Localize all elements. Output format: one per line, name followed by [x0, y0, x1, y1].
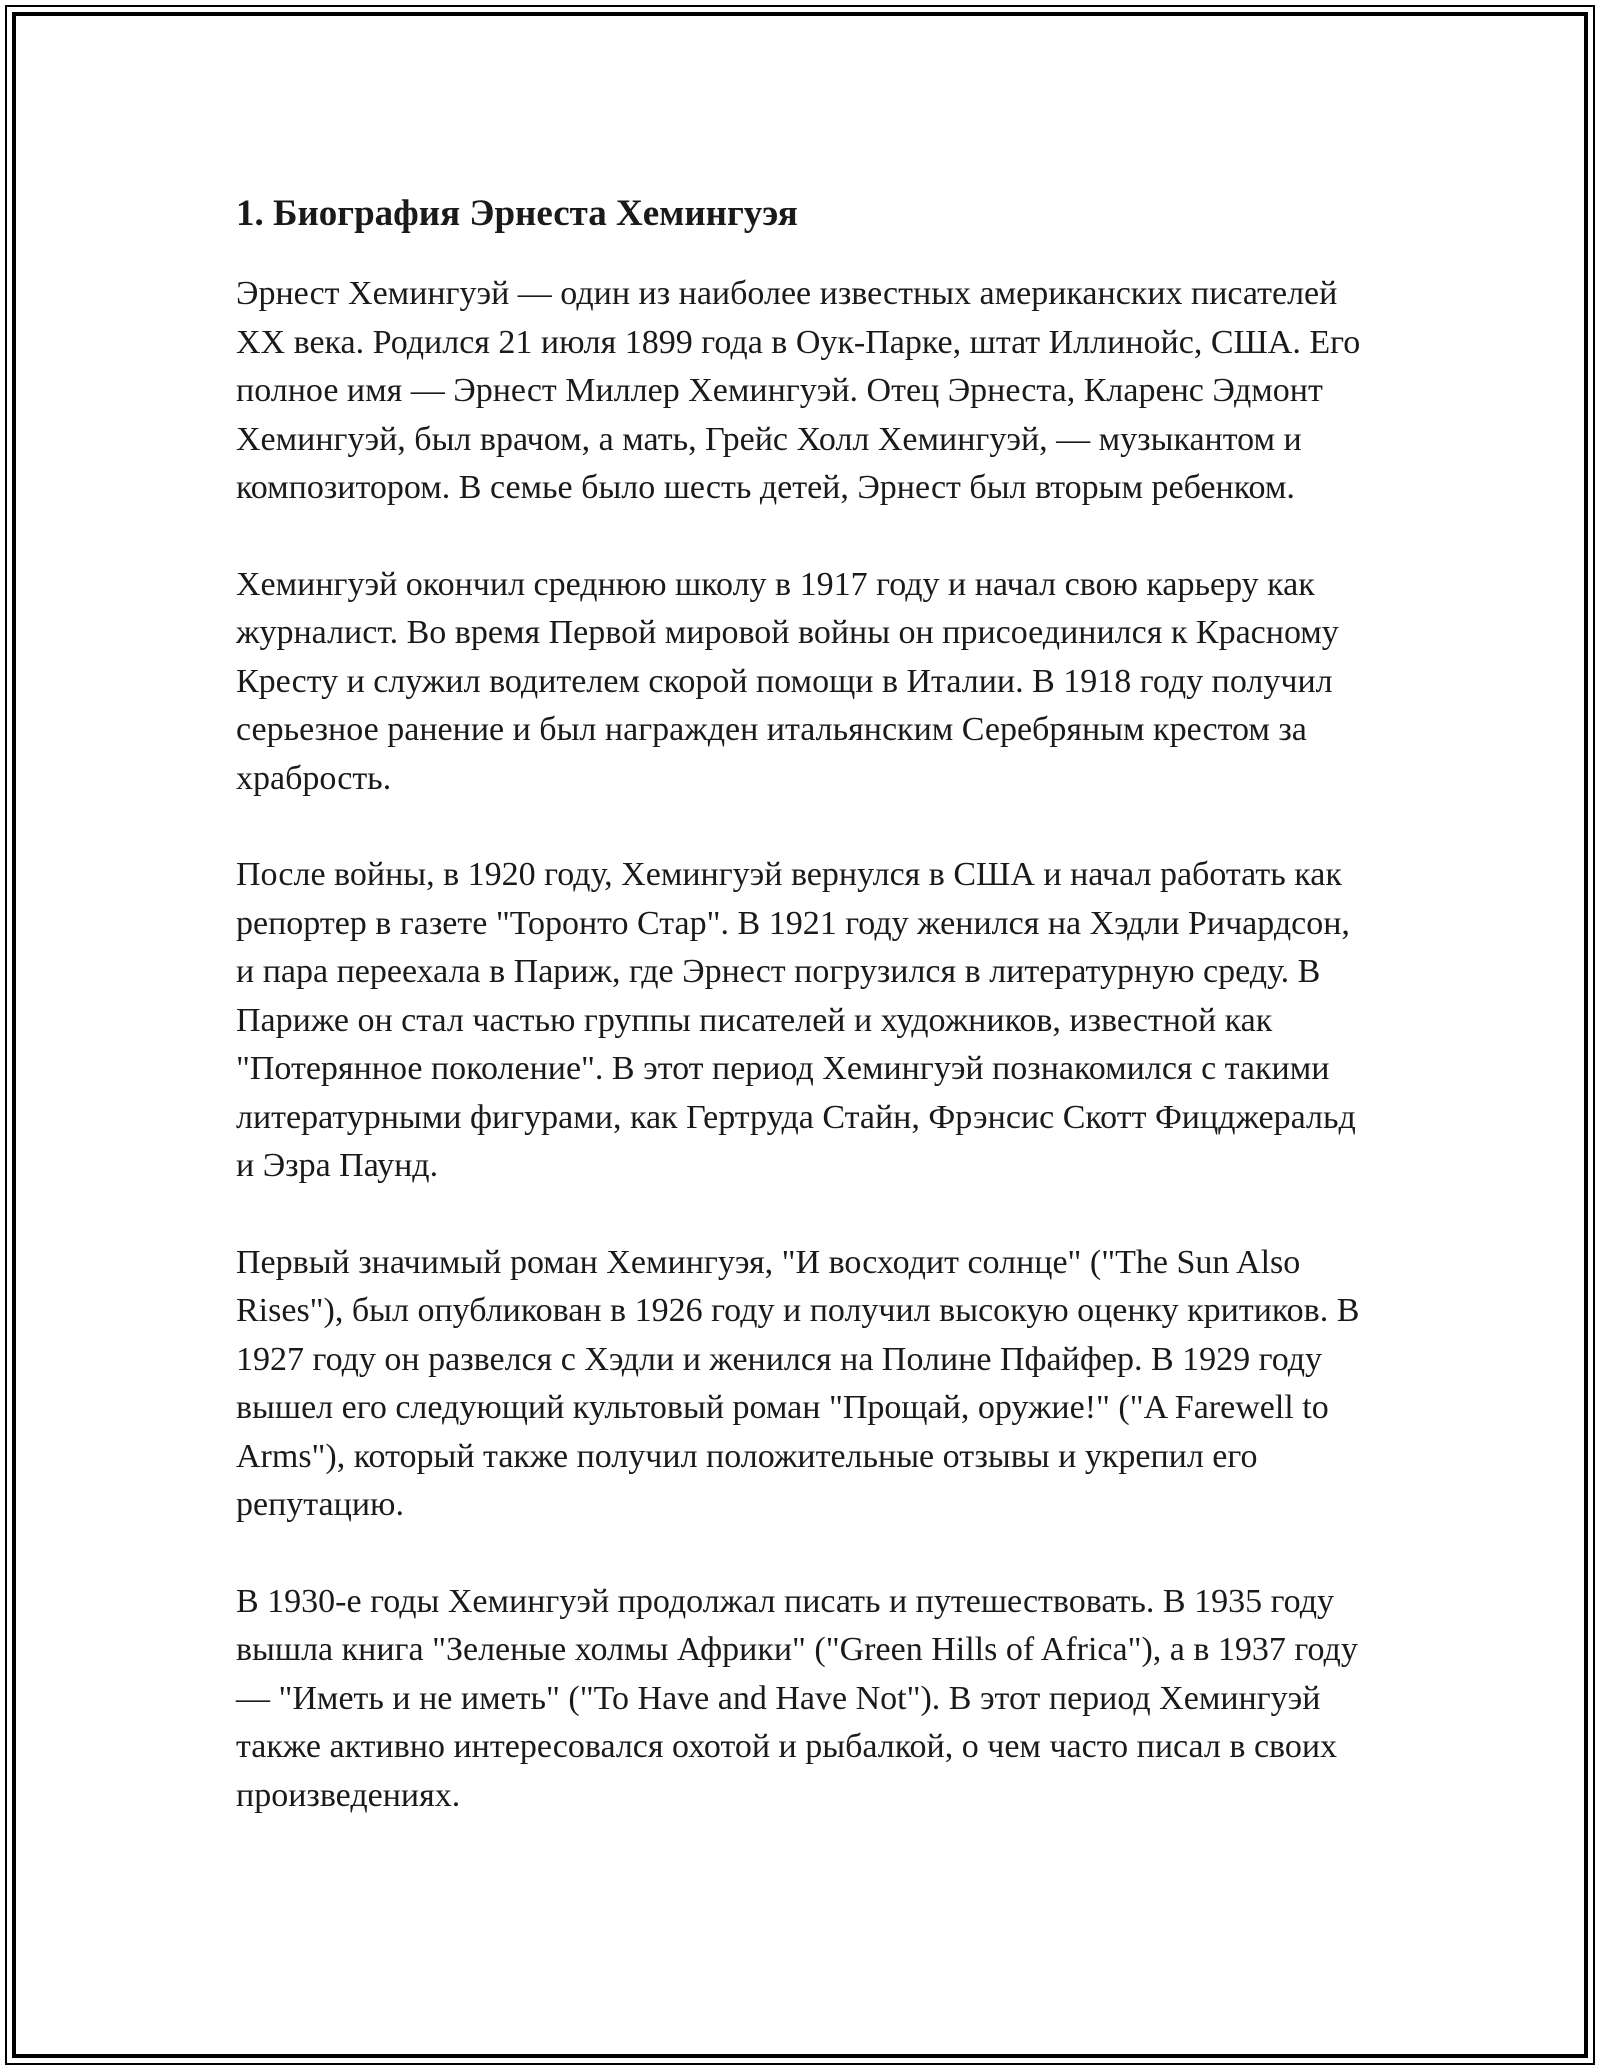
paragraph-early-life: Эрнест Хемингуэй — один из наиболее известных американских писателей XX века. Родился 21 июля 1899 года в Оук-Парке, штат Иллинойс, США. Его полное имя — Эрнест Миллер Хемингуэй. Отец Эрнеста, Кларенс Эдмонт Хемингуэй, был врачом, а мать, Грейс Холл Хемингуэй, — музыкантом и композитором. В семье было шесть детей, Эрнест был вторым ребенком.: [236, 275, 1361, 506]
document-body: [236, 188, 1376, 1868]
section-heading: 1. Биография Эрнеста Хемингуэя: [236, 193, 798, 234]
paragraph-war-service: Хемингуэй окончил среднюю школу в 1917 году и начал свою карьеру как журналист. Во время Первой мировой войны он присоединился к Красному Кресту и служил водителем скорой помощи в Италии. В 1918 году получил серьезное ранение и был награжден итальянским Серебряным крестом за храбрость.: [236, 565, 1339, 797]
paragraph-1930s: В 1930-е годы Хемингуэй продолжал писать и путешествовать. В 1935 году вышла книга "Зеленые холмы Африки" ("Green Hills of Africa"), а в 1937 году — "Иметь и не иметь" ("To Have and Have Not"). В этот период Хемингуэй также активно интересовался охотой и рыбалкой, о чем часто писал в своих произведениях.: [236, 1582, 1358, 1814]
paragraph-paris-years: После войны, в 1920 году, Хемингуэй вернулся в США и начал работать как репортер в газете "Торонто Стар". В 1921 году женился на Хэдли Ричардсон, и пара переехала в Париж, где Эрнест погрузился в литературную среду. В Париже он стал частью группы писателей и художников, известной как "Потерянное поколение". В этот период Хемингуэй познакомился с такими литературными фигурами, как Гертруда Стайн, Фрэнсис Скотт Фицджеральд и Эзра Паунд.: [236, 856, 1356, 1184]
paragraph-first-novels: Первый значимый роман Хемингуэя, "И восходит солнце" ("The Sun Also Rises"), был опубликован в 1926 году и получил высокую оценку критиков. В 1927 году он развелся с Хэдли и женился на Полине Пфайфер. В 1929 году вышел его следующий культовый роман "Прощай, оружие!" ("A Farewell to Arms"), который также получил положительные отзывы и укрепил его репутацию.: [236, 1243, 1360, 1523]
